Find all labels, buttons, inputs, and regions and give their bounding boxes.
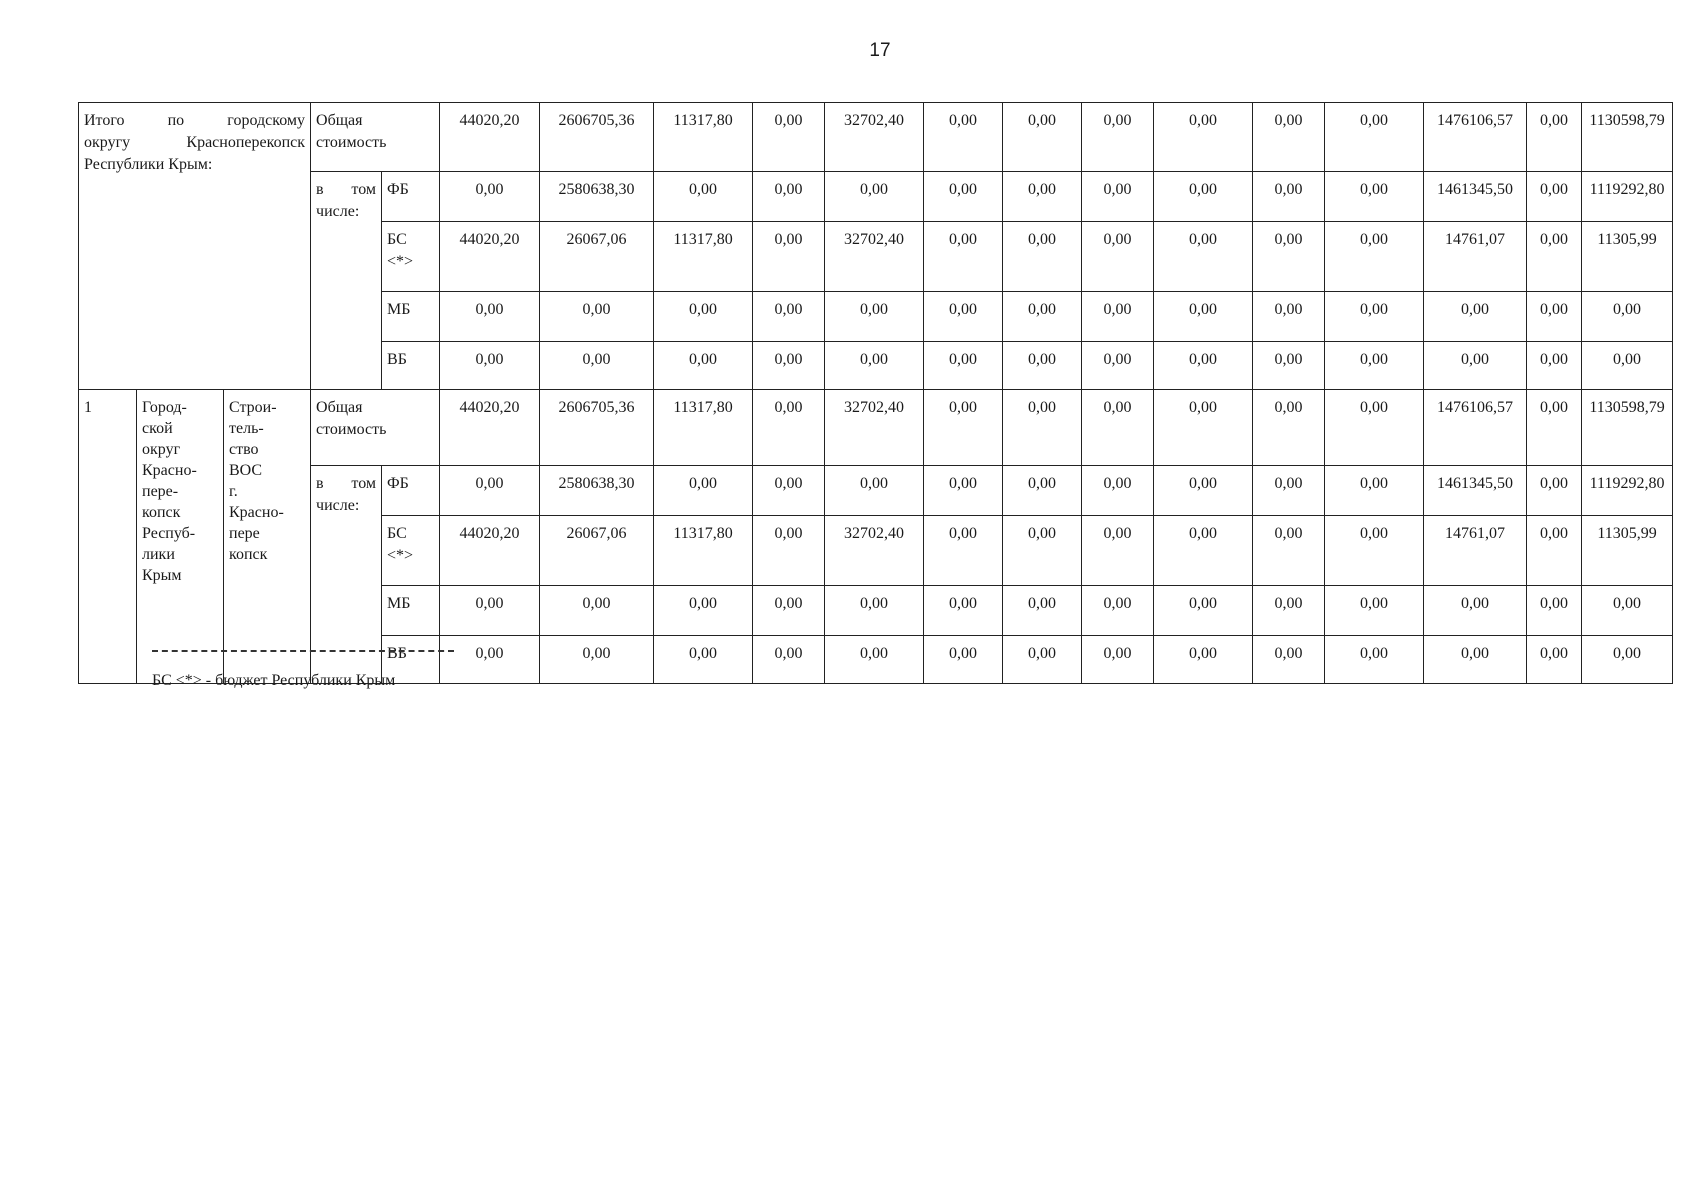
value-cell: 26067,06 (540, 222, 654, 292)
total-label-line: округу Красноперекопск (84, 134, 306, 151)
total-label-cell (79, 103, 311, 390)
value-cell: 11317,80 (654, 222, 753, 292)
page-number: 17 (869, 40, 891, 61)
value-cell: 44020,20 (440, 222, 540, 292)
label-line: Крым (142, 567, 182, 584)
value-cell: 0,00 (924, 103, 1003, 172)
including-text: в том (316, 475, 377, 492)
value-cell: 0,00 (1082, 516, 1154, 586)
value-cell: 14761,07 (1424, 516, 1527, 586)
label-line: Общая (316, 399, 363, 416)
value-cell: 0,00 (540, 342, 654, 390)
value-cell: 44020,20 (440, 390, 540, 466)
value-cell: 0,00 (1003, 342, 1082, 390)
value-cell: 0,00 (1527, 172, 1582, 222)
value-cell: 0,00 (1325, 586, 1424, 636)
value-cell: 0,00 (1325, 636, 1424, 684)
value-cell: 0,00 (1325, 516, 1424, 586)
value-cell: 0,00 (1082, 390, 1154, 466)
label-line: пере (229, 525, 260, 542)
value-cell: 0,00 (1527, 636, 1582, 684)
value-cell: 11317,80 (654, 390, 753, 466)
value-cell: 0,00 (1082, 292, 1154, 342)
label-line: БС (387, 231, 407, 248)
fb-label (382, 172, 440, 222)
value-cell: 11317,80 (654, 516, 753, 586)
value-cell: 0,00 (654, 292, 753, 342)
label-line: лики (142, 546, 175, 563)
vb-label (382, 342, 440, 390)
value-cell: 0,00 (1253, 342, 1325, 390)
value-cell: 1130598,79 (1582, 390, 1673, 466)
value-cell: 0,00 (440, 172, 540, 222)
value-cell: 0,00 (540, 292, 654, 342)
label-line: ской (142, 420, 173, 437)
label-line: Респуб- (142, 525, 196, 542)
label-line: Строи- (229, 399, 277, 416)
value-cell: 0,00 (753, 466, 825, 516)
value-cell: 0,00 (924, 342, 1003, 390)
cell-text: ВБ (387, 351, 407, 368)
value-cell: 0,00 (1527, 103, 1582, 172)
value-cell: 0,00 (924, 222, 1003, 292)
including-text: числе: (316, 203, 360, 220)
value-cell: 0,00 (924, 586, 1003, 636)
value-cell: 0,00 (1582, 292, 1673, 342)
value-cell: 0,00 (1424, 342, 1527, 390)
value-cell: 0,00 (1325, 172, 1424, 222)
value-cell: 0,00 (440, 636, 540, 684)
value-cell: 0,00 (1154, 636, 1253, 684)
value-cell: 0,00 (1003, 466, 1082, 516)
total-label-line: Итого по городскому (84, 112, 306, 129)
value-cell: 0,00 (654, 466, 753, 516)
value-cell: 0,00 (753, 172, 825, 222)
total-cost-label (311, 390, 440, 466)
value-cell: 0,00 (924, 292, 1003, 342)
value-cell: 0,00 (1325, 222, 1424, 292)
value-cell: 0,00 (1154, 172, 1253, 222)
value-cell: 0,00 (1424, 586, 1527, 636)
mb-label (382, 292, 440, 342)
value-cell: 0,00 (1424, 292, 1527, 342)
bs-label (382, 222, 440, 292)
value-cell: 11317,80 (654, 103, 753, 172)
value-cell: 0,00 (924, 390, 1003, 466)
value-cell: 0,00 (1154, 103, 1253, 172)
value-cell: 0,00 (753, 342, 825, 390)
label-line: г. (229, 483, 238, 500)
cell-text: ФБ (387, 475, 409, 492)
value-cell: 0,00 (1003, 292, 1082, 342)
value-cell: 44020,20 (440, 516, 540, 586)
value-cell: 1130598,79 (1582, 103, 1673, 172)
value-cell: 0,00 (1253, 466, 1325, 516)
total-section (79, 103, 1673, 390)
value-cell: 0,00 (1527, 390, 1582, 466)
value-cell: 2580638,30 (540, 466, 654, 516)
label-line: Общая (316, 112, 363, 129)
value-cell: 0,00 (1253, 390, 1325, 466)
value-cell: 0,00 (753, 222, 825, 292)
value-cell: 1461345,50 (1424, 466, 1527, 516)
value-cell: 0,00 (1154, 466, 1253, 516)
value-cell: 0,00 (654, 172, 753, 222)
label-line: тель- (229, 420, 264, 437)
label-line: Красно- (142, 462, 197, 479)
value-cell: 0,00 (1253, 516, 1325, 586)
label-line: <*> (387, 547, 414, 564)
including-text: в том (316, 181, 377, 198)
label-line: копск (229, 546, 268, 563)
value-cell: 0,00 (1527, 292, 1582, 342)
row-index-cell (79, 390, 137, 684)
cell-text: МБ (387, 301, 411, 318)
value-cell: 0,00 (1527, 586, 1582, 636)
value-cell: 0,00 (540, 636, 654, 684)
value-cell: 0,00 (924, 466, 1003, 516)
label-line: Город- (142, 399, 187, 416)
value-cell: 0,00 (825, 342, 924, 390)
value-cell: 0,00 (654, 342, 753, 390)
row-total-cost (79, 103, 1673, 172)
label-line: <*> (387, 253, 414, 270)
total-label-line: Республики Крым: (84, 156, 213, 173)
value-cell: 32702,40 (825, 390, 924, 466)
value-cell: 0,00 (1325, 103, 1424, 172)
value-cell: 0,00 (1253, 103, 1325, 172)
value-cell: 0,00 (1082, 586, 1154, 636)
value-cell: 14761,07 (1424, 222, 1527, 292)
value-cell: 0,00 (1003, 222, 1082, 292)
value-cell: 1476106,57 (1424, 103, 1527, 172)
value-cell: 0,00 (1154, 390, 1253, 466)
value-cell: 0,00 (440, 586, 540, 636)
value-cell: 0,00 (825, 636, 924, 684)
value-cell: 0,00 (1154, 292, 1253, 342)
including-label (311, 172, 382, 390)
value-cell: 1119292,80 (1582, 172, 1673, 222)
value-cell: 0,00 (1003, 586, 1082, 636)
label-line: копск (142, 504, 181, 521)
budget-table (78, 102, 1673, 684)
value-cell: 0,00 (1253, 292, 1325, 342)
value-cell: 0,00 (1082, 222, 1154, 292)
cell-text: 1 (84, 399, 92, 416)
row-fb (79, 172, 1673, 222)
value-cell: 0,00 (825, 292, 924, 342)
value-cell: 0,00 (1082, 342, 1154, 390)
value-cell: 1119292,80 (1582, 466, 1673, 516)
value-cell: 2606705,36 (540, 390, 654, 466)
cell-text: МБ (387, 595, 411, 612)
value-cell: 0,00 (924, 172, 1003, 222)
label-line: Красно- (229, 504, 284, 521)
label-line: ство (229, 441, 259, 458)
value-cell: 26067,06 (540, 516, 654, 586)
value-cell: 0,00 (825, 586, 924, 636)
value-cell: 1461345,50 (1424, 172, 1527, 222)
value-cell: 0,00 (1325, 342, 1424, 390)
value-cell: 11305,99 (1582, 516, 1673, 586)
value-cell: 0,00 (1253, 172, 1325, 222)
value-cell: 0,00 (1082, 103, 1154, 172)
cell-text: ФБ (387, 181, 409, 198)
value-cell: 0,00 (1527, 222, 1582, 292)
value-cell: 1476106,57 (1424, 390, 1527, 466)
object-cell (224, 390, 311, 684)
row-total-cost (79, 390, 1673, 466)
value-cell: 0,00 (825, 172, 924, 222)
fb-label (382, 466, 440, 516)
value-cell: 0,00 (1003, 103, 1082, 172)
footnote: БС <*> - бюджет Республики Крым (152, 672, 396, 689)
value-cell: 0,00 (1325, 292, 1424, 342)
label-line: БС (387, 525, 407, 542)
value-cell: 2606705,36 (540, 103, 654, 172)
value-cell: 0,00 (753, 636, 825, 684)
value-cell: 0,00 (753, 292, 825, 342)
label-line: стоимость (316, 421, 387, 438)
label-line: стоимость (316, 134, 387, 151)
footnote-divider (152, 650, 454, 652)
value-cell: 0,00 (540, 586, 654, 636)
value-cell: 0,00 (1154, 342, 1253, 390)
value-cell: 0,00 (1003, 516, 1082, 586)
mb-label (382, 586, 440, 636)
label-line: ВОС (229, 462, 263, 479)
value-cell: 0,00 (1154, 222, 1253, 292)
value-cell: 0,00 (1082, 636, 1154, 684)
value-cell: 0,00 (1582, 342, 1673, 390)
value-cell: 0,00 (1154, 516, 1253, 586)
value-cell: 0,00 (924, 516, 1003, 586)
value-cell: 0,00 (753, 103, 825, 172)
value-cell: 0,00 (1082, 466, 1154, 516)
label-line: пере- (142, 483, 179, 500)
value-cell: 0,00 (440, 342, 540, 390)
value-cell: 11305,99 (1582, 222, 1673, 292)
value-cell: 0,00 (753, 516, 825, 586)
row-fb (79, 466, 1673, 516)
value-cell: 44020,20 (440, 103, 540, 172)
value-cell: 0,00 (1582, 636, 1673, 684)
value-cell: 0,00 (1253, 222, 1325, 292)
value-cell: 0,00 (825, 466, 924, 516)
value-cell: 0,00 (1582, 586, 1673, 636)
bs-label (382, 516, 440, 586)
value-cell: 0,00 (1527, 466, 1582, 516)
value-cell: 0,00 (1527, 342, 1582, 390)
object-section (79, 390, 1673, 684)
value-cell: 0,00 (1082, 172, 1154, 222)
municipality-cell (137, 390, 224, 684)
value-cell: 0,00 (440, 466, 540, 516)
value-cell: 0,00 (440, 292, 540, 342)
value-cell: 0,00 (654, 586, 753, 636)
value-cell: 0,00 (1325, 390, 1424, 466)
label-line: округ (142, 441, 181, 458)
value-cell: 0,00 (924, 636, 1003, 684)
including-text: числе: (316, 497, 360, 514)
value-cell: 2580638,30 (540, 172, 654, 222)
value-cell: 0,00 (1253, 636, 1325, 684)
value-cell: 0,00 (1424, 636, 1527, 684)
value-cell: 0,00 (1253, 586, 1325, 636)
value-cell: 0,00 (1003, 636, 1082, 684)
value-cell: 32702,40 (825, 103, 924, 172)
value-cell: 0,00 (1003, 172, 1082, 222)
value-cell: 0,00 (753, 586, 825, 636)
value-cell: 0,00 (1003, 390, 1082, 466)
value-cell: 0,00 (1325, 466, 1424, 516)
value-cell: 0,00 (753, 390, 825, 466)
total-cost-label (311, 103, 440, 172)
value-cell: 0,00 (654, 636, 753, 684)
value-cell: 32702,40 (825, 222, 924, 292)
value-cell: 0,00 (1154, 586, 1253, 636)
cell-text: ВБ (387, 645, 407, 662)
value-cell: 0,00 (1527, 516, 1582, 586)
value-cell: 32702,40 (825, 516, 924, 586)
